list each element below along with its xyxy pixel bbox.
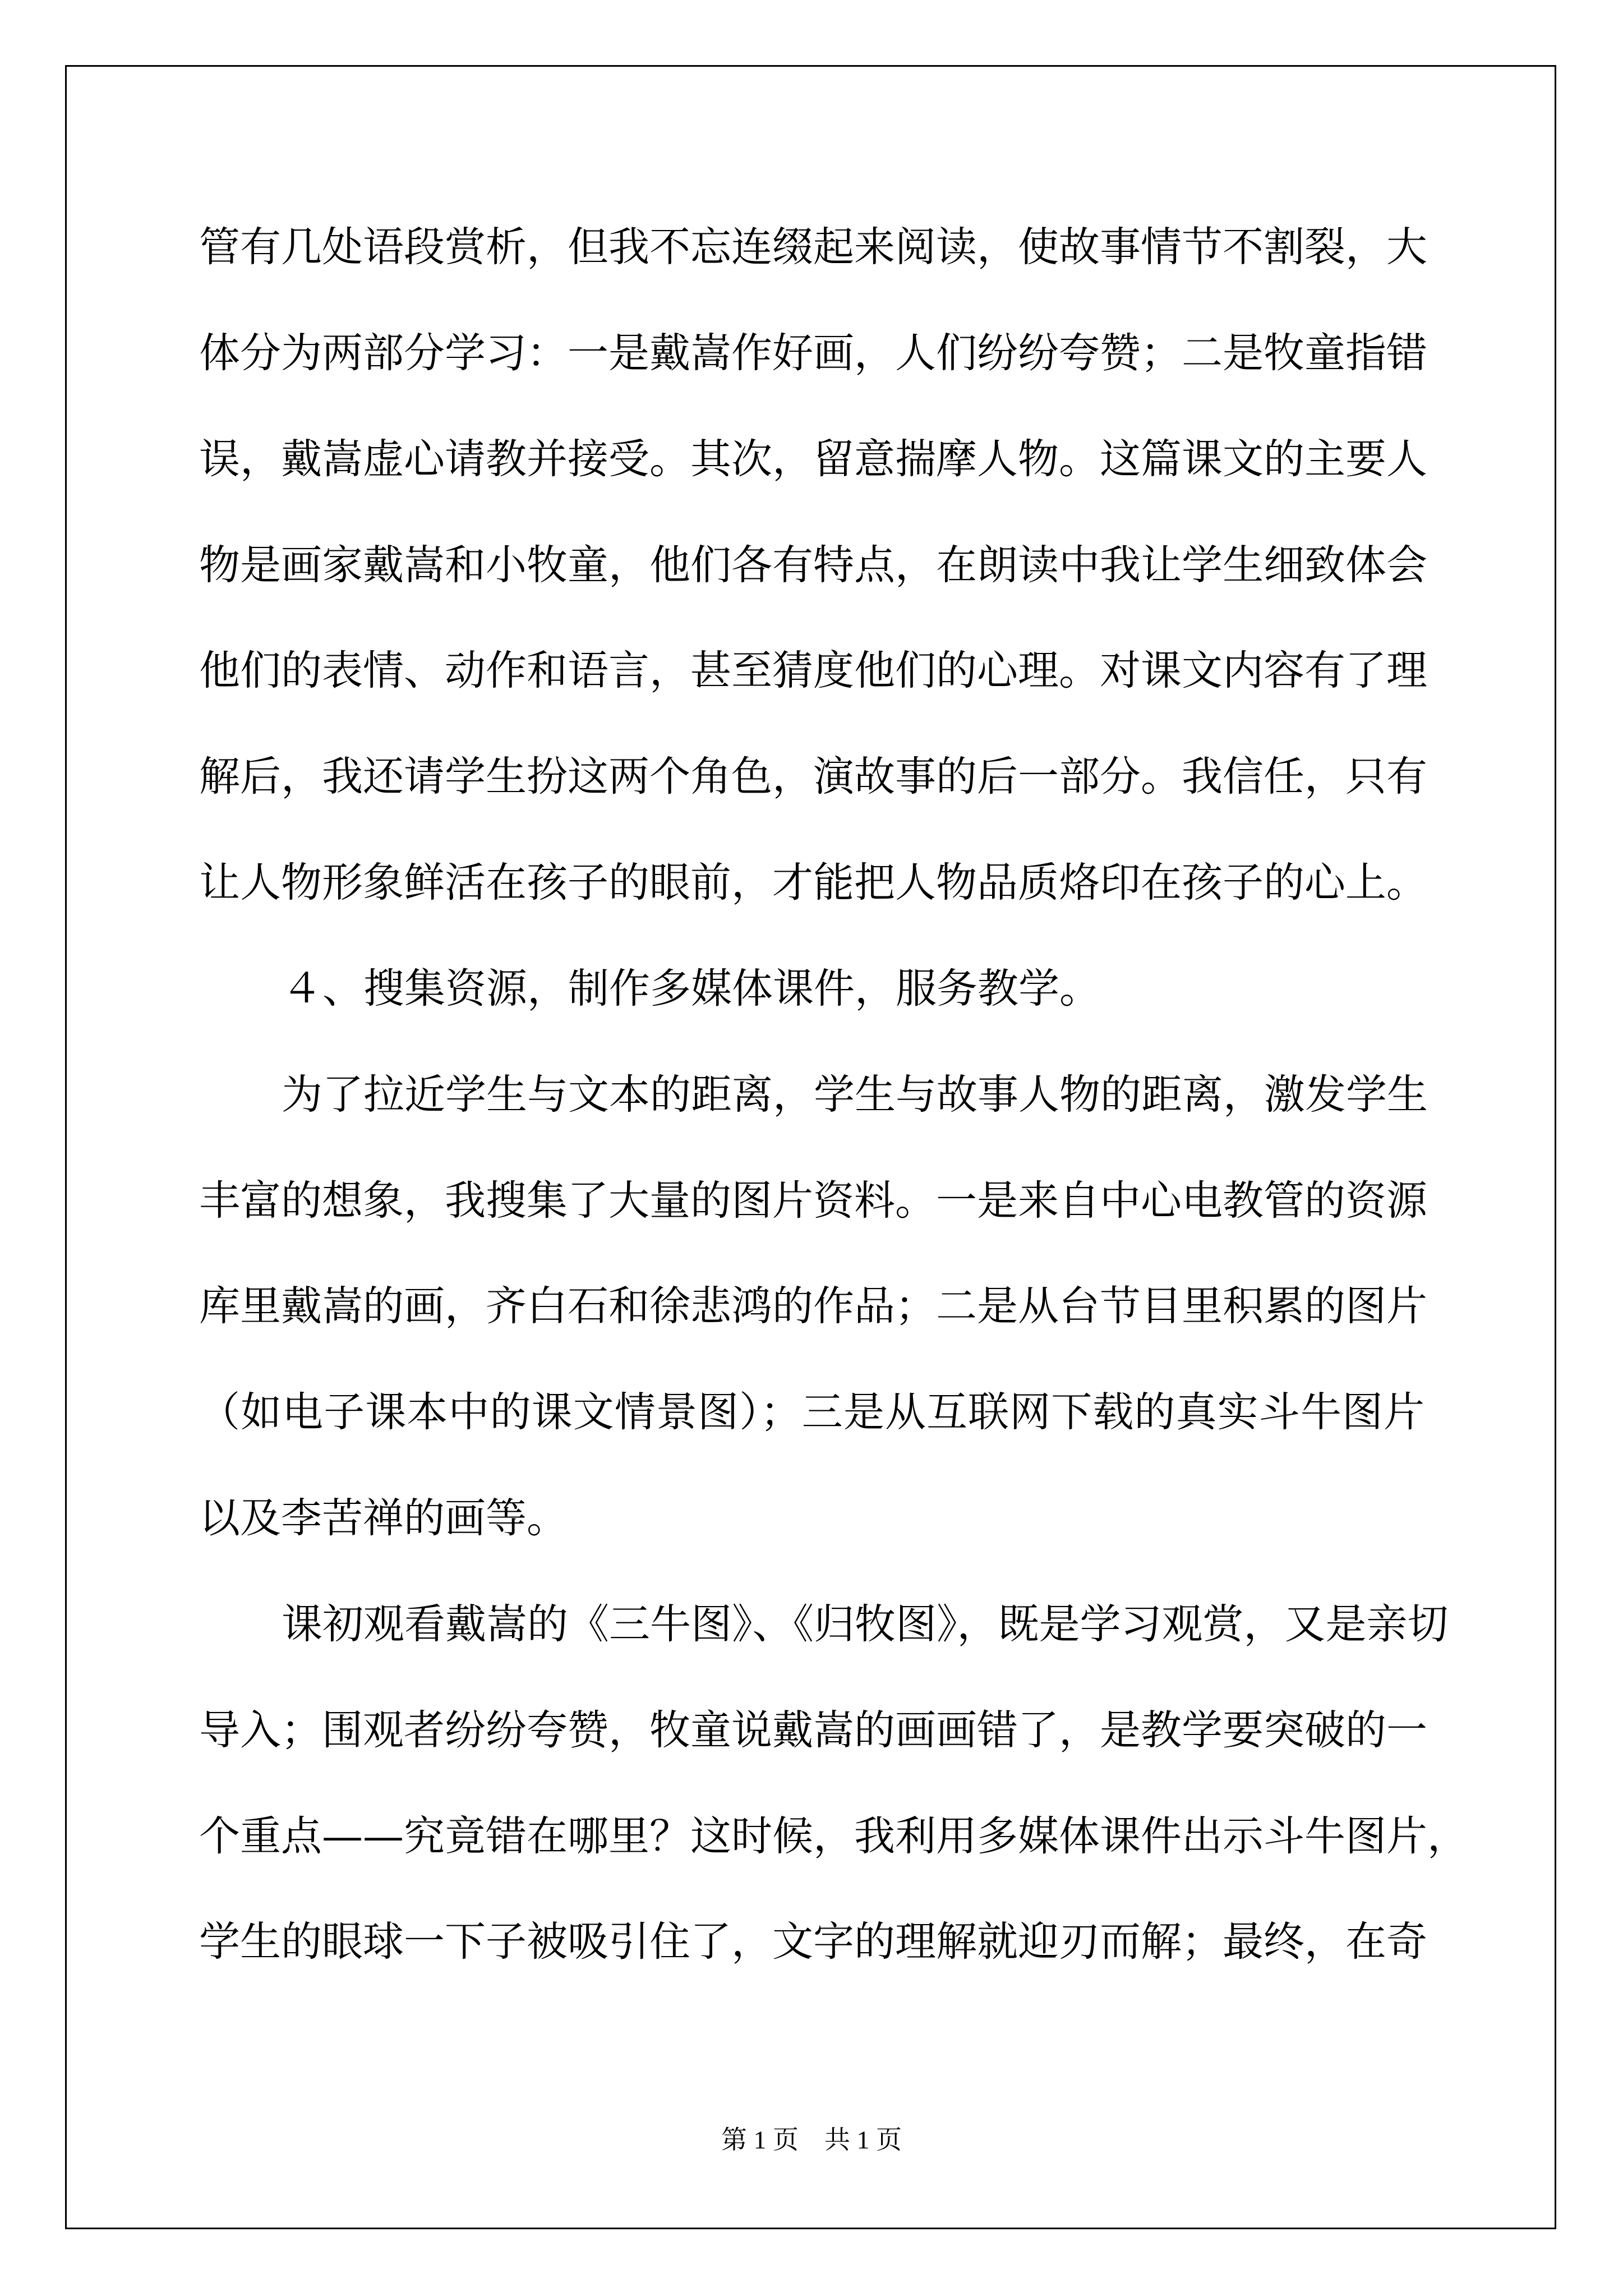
text-line: 导入；围观者纷纷夸赞，牧童说戴嵩的画画错了，是教学要突破的一 [199,1706,1427,1754]
text-line: 个重点——究竟错在哪里？这时候，我利用多媒体课件出示斗牛图片， [199,1812,1468,1860]
text-line: 以及李苦禅的画等。 [199,1494,568,1542]
text-line: 库里戴嵩的画，齐白石和徐悲鸿的作品；二是从台节目里积累的图片 [199,1282,1427,1330]
page-footer: 第 1 页 共 1 页 [721,2125,902,2154]
text-line: 课初观看戴嵩的《三牛图》、《归牧图》，既是学习观赏，又是亲切 [282,1600,1449,1648]
text-line: 解后，我还请学生扮这两个角色，演故事的后一部分。我信任，只有 [199,753,1427,800]
text-line: 学生的眼球一下子被吸引住了，文字的理解就迎刃而解；最终，在奇 [199,1918,1427,1966]
page-border [65,65,1556,2229]
text-line: 他们的表情、动作和语言，甚至猜度他们的心理。对课文内容有了理 [199,647,1427,694]
text-line: 管有几处语段赏析，但我不忘连缀起来阅读，使故事情节不割裂，大 [199,223,1427,271]
section-heading: ４、搜集资源，制作多媒体课件，服务教学。 [282,965,1100,1013]
text-line: 误，戴嵩虚心请教并接受。其次，留意揣摩人物。这篇课文的主要人 [199,435,1427,483]
text-line: 丰富的想象，我搜集了大量的图片资料。一是来自中心电教管的资源 [199,1177,1427,1225]
text-line: 让人物形象鲜活在孩子的眼前，才能把人物品质烙印在孩子的心上。 [199,859,1427,907]
text-line: （如电子课本中的课文情景图）；三是从互联网下载的真实斗牛图片 [199,1388,1424,1436]
text-line: 体分为两部分学习：一是戴嵩作好画，人们纷纷夸赞；二是牧童指错 [199,329,1427,377]
text-line: 为了拉近学生与文本的距离，学生与故事人物的距离，激发学生 [282,1071,1428,1119]
text-line: 物是画家戴嵩和小牧童，他们各有特点，在朗读中我让学生细致体会 [199,541,1427,589]
